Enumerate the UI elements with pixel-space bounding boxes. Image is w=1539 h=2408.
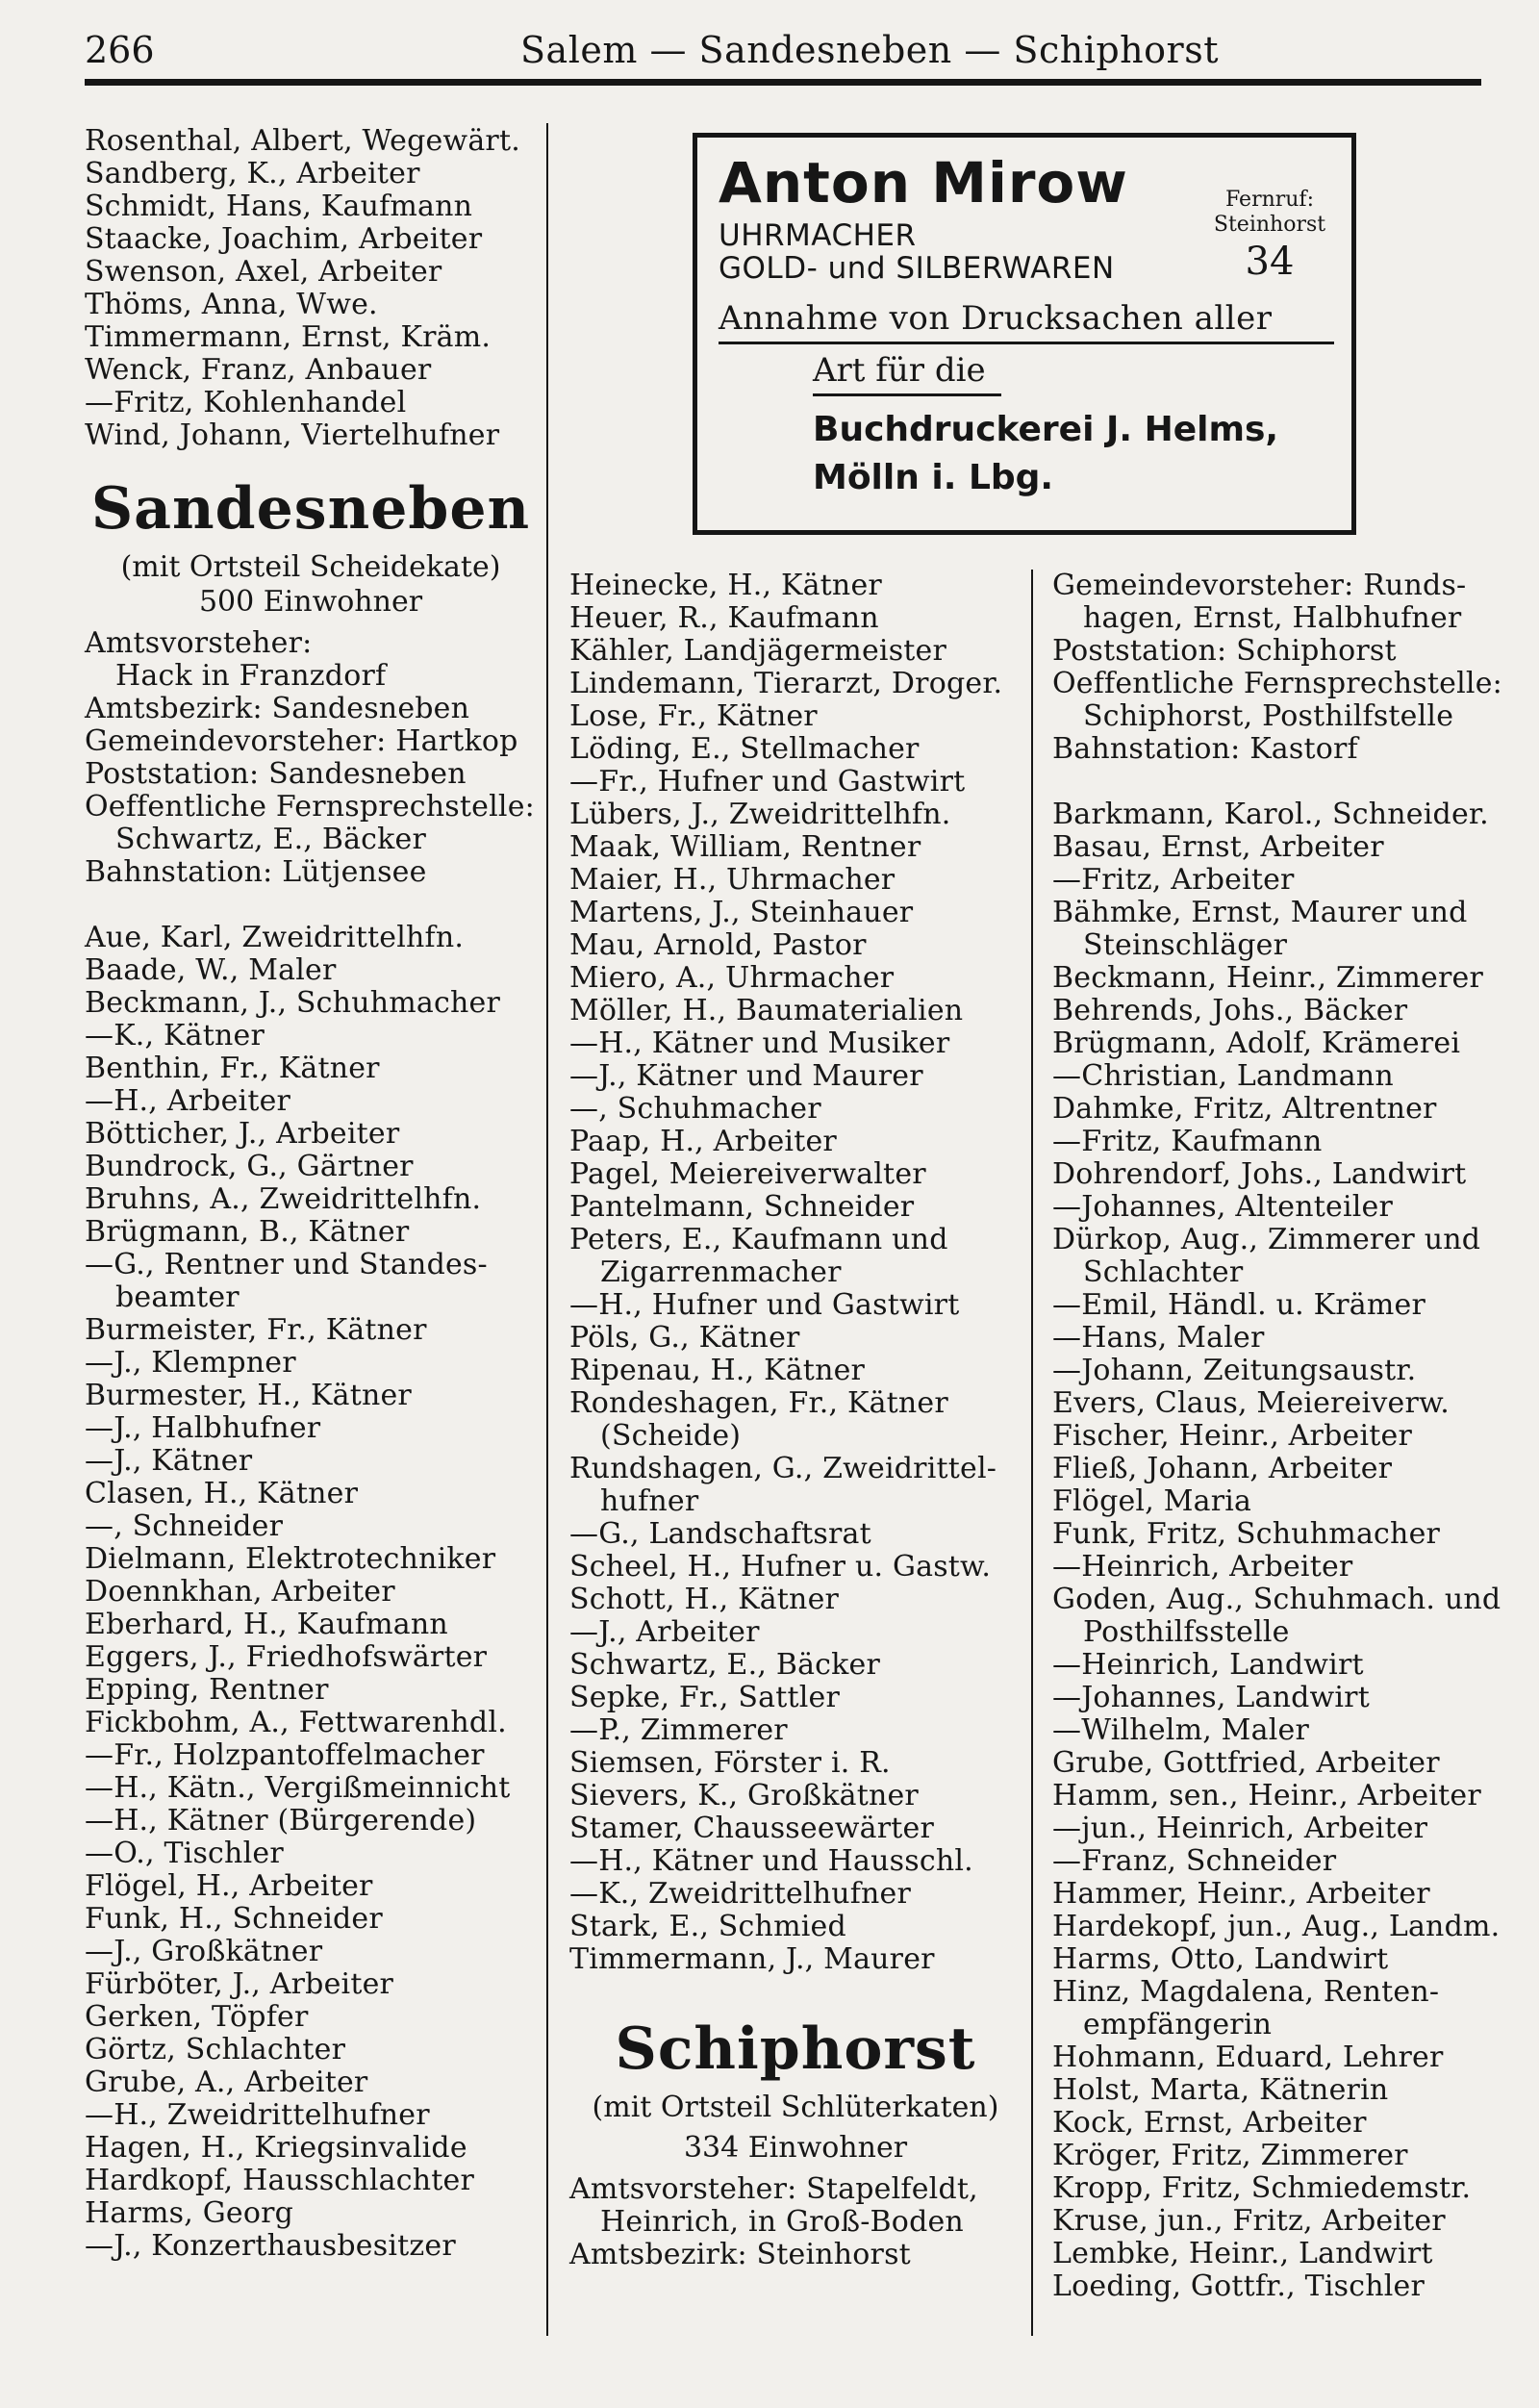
directory-entry: Hammer, Heinr., Arbeiter <box>1052 1877 1430 1911</box>
directory-entry: —Franz, Schneider <box>1052 1844 1337 1878</box>
population-sandesneben: 500 Einwohner <box>198 585 423 619</box>
directory-entry: Grube, Gottfried, Arbeiter <box>1052 1746 1440 1780</box>
directory-entry: Funk, H., Schneider <box>85 1902 383 1936</box>
directory-entry: Burmester, H., Kätner <box>85 1379 412 1412</box>
directory-entry: Bahnstation: Kastorf <box>1052 732 1358 766</box>
schiphorst-officials-middle <box>569 2173 1022 2271</box>
directory-entry: Fließ, Johann, Arbeiter <box>1052 1452 1393 1485</box>
spacer <box>85 889 537 922</box>
directory-entry: —O., Tischler <box>85 1837 284 1870</box>
directory-entry: Bötticher, J., Arbeiter <box>85 1117 400 1151</box>
directory-entry: Gerken, Töpfer <box>85 2000 309 2034</box>
schiphorst-officials-right <box>1052 570 1504 766</box>
directory-entry: Eggers, J., Friedhofswärter <box>85 1640 488 1674</box>
directory-entry: Epping, Rentner <box>85 1673 329 1707</box>
directory-entry: Pantelmann, Schneider <box>569 1190 915 1224</box>
directory-entry: Harms, Georg <box>85 2196 294 2230</box>
right-column <box>1052 570 1504 2303</box>
directory-entry: —H., Kätner und Hausschl. <box>569 1844 973 1878</box>
directory-entry: Lembke, Heinr., Landwirt <box>1052 2237 1433 2270</box>
directory-entry: —Christian, Landmann <box>1052 1059 1394 1093</box>
directory-entry: Lose, Fr., Kätner <box>569 699 818 733</box>
ad-printer-name: Buchdruckerei J. Helms, <box>813 410 1279 449</box>
directory-entry: Paap, H., Arbeiter <box>569 1125 837 1158</box>
directory-entry: Kropp, Fritz, Schmiedemstr. <box>1052 2171 1472 2205</box>
directory-entry: Wind, Johann, Viertelhufner <box>85 418 500 452</box>
directory-entry: Lindemann, Tierarzt, Droger. <box>569 667 1003 700</box>
page-number: 266 <box>85 29 155 71</box>
directory-entry: Bahnstation: Lütjensee <box>85 855 427 889</box>
directory-entry: Benthin, Fr., Kätner <box>85 1052 380 1085</box>
directory-entry: —G., Landschaftsrat <box>569 1517 871 1551</box>
directory-entry: —Heinrich, Landwirt <box>1052 1648 1364 1682</box>
directory-entry: Flögel, Maria <box>1052 1484 1252 1518</box>
directory-entry: Amtsvorsteher: Stapelfeldt, <box>569 2172 978 2206</box>
directory-entry: Gemeindevorsteher: Runds- <box>1052 569 1467 602</box>
directory-entry: Amtsbezirk: Sandesneben <box>85 692 470 725</box>
directory-entry: Martens, J., Steinhauer <box>569 896 914 929</box>
sandesneben-residents-left <box>85 922 537 2263</box>
directory-entry: —J., Konzerthausbesitzer <box>85 2229 456 2263</box>
directory-entry: —jun., Heinrich, Arbeiter <box>1052 1812 1428 1845</box>
directory-entry: Peters, E., Kaufmann und <box>569 1223 948 1256</box>
directory-entry: Posthilfsstelle <box>1083 1615 1290 1649</box>
directory-entry: Bruhns, A., Zweidrittelhfn. <box>85 1182 482 1216</box>
directory-entry: Clasen, H., Kätner <box>85 1477 359 1510</box>
column-divider-left <box>546 123 548 2336</box>
sandesneben-residents-middle <box>569 570 1022 1976</box>
ad-underline <box>813 393 1001 396</box>
running-head: Salem — Sandesneben — Schiphorst <box>520 29 1219 71</box>
directory-entry: Loeding, Gottfr., Tischler <box>1052 2269 1425 2303</box>
directory-entry: Scheel, H., Hufner u. Gastw. <box>569 1550 992 1584</box>
directory-entry: Hamm, sen., Heinr., Arbeiter <box>1052 1779 1481 1812</box>
directory-entry: Fürböter, J., Arbeiter <box>85 1967 394 2001</box>
directory-entry: —H., Arbeiter <box>85 1084 291 1118</box>
directory-entry: —H., Kätn., Vergißmeinnicht <box>85 1771 511 1805</box>
directory-entry: Löding, E., Stellmacher <box>569 732 920 766</box>
ad-printer-town: Mölln i. Lbg. <box>813 458 1054 497</box>
directory-entry: Dohrendorf, Johs., Landwirt <box>1052 1157 1467 1191</box>
directory-entry: Zigarrenmacher <box>600 1255 842 1289</box>
ad-printing-line-1: Annahme von Drucksachen aller <box>719 299 1273 338</box>
directory-entry: Schwartz, E., Bäcker <box>115 823 427 856</box>
directory-entry: Amtsbezirk: Steinhorst <box>569 2238 911 2271</box>
spacer <box>1052 766 1504 798</box>
middle-column <box>569 570 1022 1976</box>
directory-entry: Swenson, Axel, Arbeiter <box>85 255 442 289</box>
directory-entry: Oeffentliche Fernsprechstelle: <box>85 790 535 824</box>
population-schiphorst: 334 Einwohner <box>683 2131 908 2165</box>
directory-entry: —Fr., Hufner und Gastwirt <box>569 765 966 798</box>
directory-entry: hagen, Ernst, Halbhufner <box>1083 601 1462 635</box>
directory-entry: Fickbohm, A., Fettwarenhdl. <box>85 1706 507 1739</box>
directory-entry: Beckmann, Heinr., Zimmerer <box>1052 961 1484 995</box>
directory-entry: Beckmann, J., Schuhmacher <box>85 986 501 1020</box>
directory-entry: Kröger, Fritz, Zimmerer <box>1052 2139 1408 2172</box>
directory-entry: —Fr., Holzpantoffelmacher <box>85 1738 485 1772</box>
schiphorst-header-block <box>569 2015 1022 2271</box>
directory-entry: Möller, H., Baumaterialien <box>569 994 964 1027</box>
directory-entry: —Fritz, Kaufmann <box>1052 1125 1323 1158</box>
salem-entries <box>85 125 537 452</box>
sandesneben-officials <box>85 627 537 889</box>
directory-entry: Bundrock, G., Gärtner <box>85 1150 414 1183</box>
directory-entry: Flögel, H., Arbeiter <box>85 1869 373 1903</box>
directory-entry: Harms, Otto, Landwirt <box>1052 1942 1389 1976</box>
directory-entry: empfängerin <box>1083 2008 1273 2041</box>
directory-entry: Hinz, Magdalena, Renten- <box>1052 1975 1440 2009</box>
place-title-schiphorst: Schiphorst <box>615 2015 976 2083</box>
directory-entry: Rundshagen, G., Zweidrittel- <box>569 1452 997 1485</box>
directory-entry: Poststation: Schiphorst <box>1052 634 1397 668</box>
directory-entry: Behrends, Johs., Bäcker <box>1052 994 1408 1027</box>
column-divider-right <box>1031 570 1033 2336</box>
directory-entry: —K., Kätner <box>85 1019 265 1052</box>
directory-entry: Kähler, Landjägermeister <box>569 634 947 668</box>
directory-entry: Grube, A., Arbeiter <box>85 2066 368 2099</box>
directory-entry: —G., Rentner und Standes- <box>85 1248 488 1281</box>
directory-entry: —K., Zweidrittelhufner <box>569 1877 912 1911</box>
ad-business-name: Anton Mirow <box>719 150 1128 215</box>
directory-entry: Sandberg, K., Arbeiter <box>85 157 420 190</box>
directory-entry: —Fritz, Kohlenhandel <box>85 386 407 419</box>
directory-entry: —Hans, Maler <box>1052 1321 1265 1355</box>
directory-entry: Maak, William, Rentner <box>569 830 921 864</box>
directory-entry: Doennkhan, Arbeiter <box>85 1575 395 1609</box>
directory-entry: —J., Klempner <box>85 1346 296 1380</box>
ad-trade: UHRMACHER <box>719 218 917 253</box>
directory-entry: Görtz, Schlachter <box>85 2033 346 2066</box>
directory-entry: Hohmann, Eduard, Lehrer <box>1052 2040 1444 2074</box>
schiphorst-residents <box>1052 798 1504 2303</box>
directory-entry: Lübers, J., Zweidrittelhfn. <box>569 798 951 831</box>
directory-entry: —H., Zweidrittelhufner <box>85 2098 430 2132</box>
directory-entry: —J., Arbeiter <box>569 1615 760 1649</box>
directory-entry: Thöms, Anna, Wwe. <box>85 288 378 321</box>
directory-entry: Sepke, Fr., Sattler <box>569 1681 841 1714</box>
directory-entry: Schott, H., Kätner <box>569 1583 840 1616</box>
directory-entry: Sievers, K., Großkätner <box>569 1779 919 1812</box>
directory-entry: Miero, A., Uhrmacher <box>569 961 895 995</box>
directory-entry: Holst, Marta, Kätnerin <box>1052 2073 1389 2107</box>
directory-entry: Rondeshagen, Fr., Kätner <box>569 1386 948 1420</box>
directory-entry: Heinrich, in Groß-Boden <box>600 2205 964 2239</box>
ad-phone-number: 34 <box>1245 240 1295 284</box>
directory-entry: —J., Kätner <box>85 1444 253 1478</box>
directory-entry: Schwartz, E., Bäcker <box>569 1648 881 1682</box>
directory-entry: —P., Zimmerer <box>569 1713 788 1747</box>
directory-entry: Goden, Aug., Schuhmach. und <box>1052 1583 1501 1616</box>
page-header <box>85 27 1481 77</box>
directory-entry: —, Schneider <box>85 1509 284 1543</box>
directory-entry: Brügmann, B., Kätner <box>85 1215 410 1249</box>
directory-entry: Amtsvorsteher: <box>85 626 313 660</box>
left-column <box>85 125 537 2263</box>
directory-entry: Oeffentliche Fernsprechstelle: <box>1052 667 1502 700</box>
directory-entry: Poststation: Sandesneben <box>85 757 467 791</box>
directory-entry: Pagel, Meiereiverwalter <box>569 1157 926 1191</box>
place-subtitle-schiphorst: (mit Ortsteil Schlüterkaten) <box>592 2091 999 2124</box>
directory-entry: Stark, E., Schmied <box>569 1910 846 1943</box>
directory-entry: —Wilhelm, Maler <box>1052 1713 1309 1747</box>
ad-phone-label: Fernruf: <box>1224 188 1314 212</box>
directory-entry: Timmermann, J., Maurer <box>569 1942 935 1976</box>
directory-entry: Ripenau, H., Kätner <box>569 1354 866 1387</box>
directory-entry: Dielmann, Elektrotechniker <box>85 1542 496 1576</box>
place-title-sandesneben: Sandesneben <box>90 475 531 543</box>
directory-entry: Maier, H., Uhrmacher <box>569 863 896 897</box>
directory-entry: —H., Hufner und Gastwirt <box>569 1288 960 1322</box>
directory-entry: —J., Halbhufner <box>85 1411 321 1445</box>
directory-entry: Steinschläger <box>1083 928 1288 962</box>
directory-entry: Kock, Ernst, Arbeiter <box>1052 2106 1367 2140</box>
directory-entry: Hack in Franzdorf <box>115 659 387 693</box>
directory-entry: —Johann, Zeitungsaustr. <box>1052 1354 1417 1387</box>
directory-entry: beamter <box>115 1280 240 1314</box>
directory-entry: Barkmann, Karol., Schneider. <box>1052 798 1489 831</box>
directory-entry: —, Schuhmacher <box>569 1092 821 1126</box>
directory-entry: —H., Kätner (Bürgerende) <box>85 1804 477 1838</box>
directory-entry: —J., Großkätner <box>85 1935 323 1968</box>
directory-entry: Heinecke, H., Kätner <box>569 569 882 602</box>
directory-entry: Hagen, H., Kriegsinvalide <box>85 2131 467 2165</box>
directory-entry: Schlachter <box>1083 1255 1244 1289</box>
directory-entry: Wenck, Franz, Anbauer <box>85 353 432 387</box>
directory-entry: —Johannes, Landwirt <box>1052 1681 1370 1714</box>
directory-entry: Kruse, jun., Fritz, Arbeiter <box>1052 2204 1446 2238</box>
advertisement-box <box>693 133 1356 535</box>
directory-entry: Aue, Karl, Zweidrittelhfn. <box>85 921 465 954</box>
place-subtitle-sandesneben: (mit Ortsteil Scheidekate) <box>120 550 501 584</box>
directory-entry: Baade, W., Maler <box>85 953 337 987</box>
directory-entry: —Fritz, Arbeiter <box>1052 863 1295 897</box>
directory-entry: Heuer, R., Kaufmann <box>569 601 879 635</box>
directory-entry: —Heinrich, Arbeiter <box>1052 1550 1353 1584</box>
ad-divider <box>719 342 1334 344</box>
directory-entry: Fischer, Heinr., Arbeiter <box>1052 1419 1412 1453</box>
directory-entry: Brügmann, Adolf, Krämerei <box>1052 1027 1461 1060</box>
directory-entry: Hardkopf, Hausschlachter <box>85 2164 474 2197</box>
directory-entry: (Scheide) <box>600 1419 742 1453</box>
header-rule <box>85 79 1481 86</box>
directory-entry: Siemsen, Förster i. R. <box>569 1746 891 1780</box>
directory-entry: Eberhard, H., Kaufmann <box>85 1608 448 1641</box>
directory-entry: Evers, Claus, Meiereiverw. <box>1052 1386 1451 1420</box>
directory-entry: Burmeister, Fr., Kätner <box>85 1313 427 1347</box>
directory-entry: —Johannes, Altenteiler <box>1052 1190 1394 1224</box>
ad-phone-place: Steinhorst <box>1213 213 1326 237</box>
directory-entry: Staacke, Joachim, Arbeiter <box>85 222 483 256</box>
directory-entry: —Emil, Händl. u. Krämer <box>1052 1288 1426 1322</box>
directory-entry: Rosenthal, Albert, Wegewärt. <box>85 124 520 158</box>
directory-entry: Bähmke, Ernst, Maurer und <box>1052 896 1468 929</box>
directory-entry: —H., Kätner und Musiker <box>569 1027 950 1060</box>
directory-entry: hufner <box>600 1484 699 1518</box>
ad-printing-line-2: Art für die <box>813 351 986 390</box>
directory-entry: Mau, Arnold, Pastor <box>569 928 867 962</box>
directory-entry: Hardekopf, jun., Aug., Landm. <box>1052 1910 1501 1943</box>
directory-entry: Basau, Ernst, Arbeiter <box>1052 830 1384 864</box>
directory-entry: Dürkop, Aug., Zimmerer und <box>1052 1223 1481 1256</box>
directory-entry: Schmidt, Hans, Kaufmann <box>85 190 473 223</box>
ad-goods: GOLD- und SILBERWAREN <box>719 251 1115 286</box>
directory-entry: Timmermann, Ernst, Kräm. <box>85 320 492 354</box>
directory-entry: Funk, Fritz, Schuhmacher <box>1052 1517 1441 1551</box>
directory-entry: Schiphorst, Posthilfstelle <box>1083 699 1454 733</box>
directory-entry: —J., Kätner und Maurer <box>569 1059 923 1093</box>
directory-entry: Pöls, G., Kätner <box>569 1321 800 1355</box>
directory-entry: Gemeindevorsteher: Hartkop <box>85 724 518 758</box>
directory-entry: Stamer, Chausseewärter <box>569 1812 935 1845</box>
directory-entry: Dahmke, Fritz, Altrentner <box>1052 1092 1437 1126</box>
